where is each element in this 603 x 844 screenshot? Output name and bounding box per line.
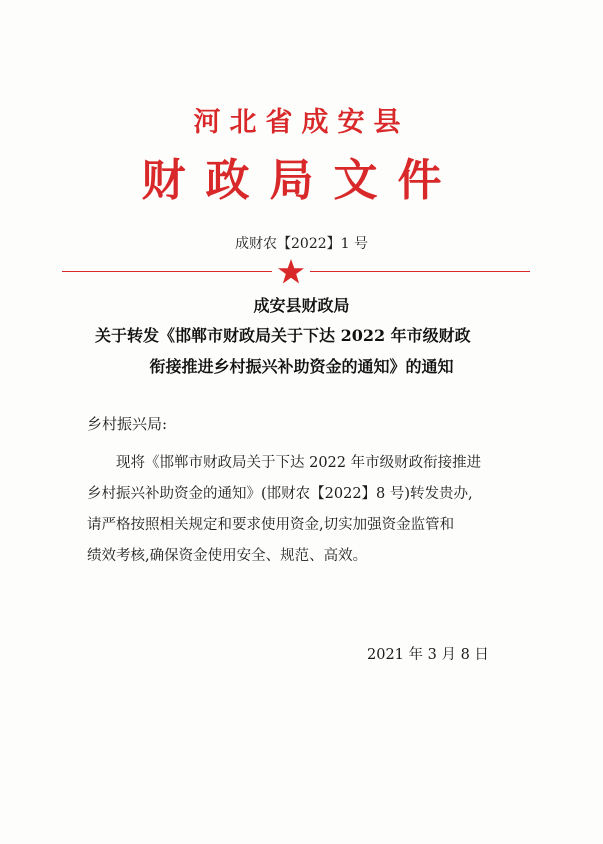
body-line: 请严格按照相关规定和要求使用资金,切实加强资金监管和: [87, 517, 455, 533]
issuer-county: 河北省成安县: [193, 107, 410, 138]
document-title-line-1: 成安县财政局: [253, 296, 350, 315]
red-divider-left: [62, 271, 272, 272]
issuer-office-title: 财政局文件: [141, 155, 462, 206]
red-divider-right: [310, 271, 530, 272]
body-paragraph: [87, 448, 527, 572]
body-line: 乡村振兴补助资金的通知》(邯财农【2022】8 号)转发贵办,: [87, 486, 473, 502]
body-line: 现将《邯郸市财政局关于下达 2022 年市级财政衔接推进: [116, 455, 482, 471]
document-title-line-2: 关于转发《邯郸市财政局关于下达 2022 年市级财政: [95, 326, 471, 345]
addressee: 乡村振兴局:: [87, 415, 168, 433]
star-icon: [277, 258, 305, 286]
document-number: 成财农【2022】1 号: [235, 236, 368, 252]
document-title-line-3: 衔接推进乡村振兴补助资金的通知》的通知: [149, 357, 454, 376]
issue-date: 2021 年 3 月 8 日: [367, 647, 489, 663]
body-line: 绩效考核,确保资金使用安全、规范、高效。: [87, 548, 368, 564]
